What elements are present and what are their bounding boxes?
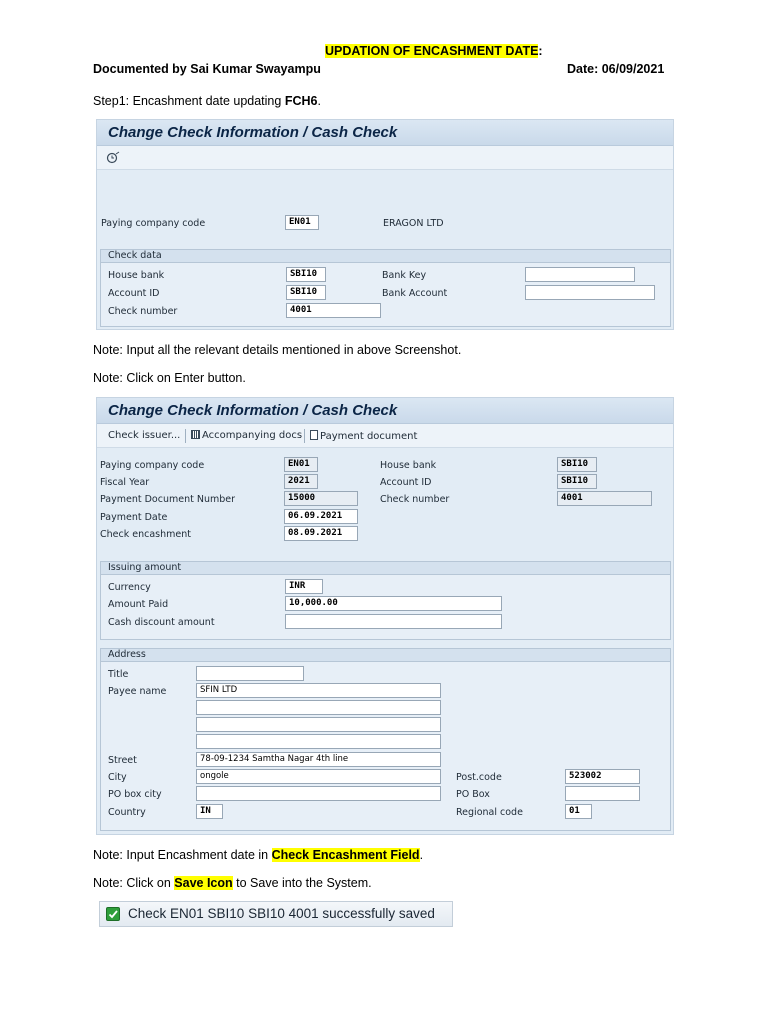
po-box-city-label: PO box city — [108, 789, 162, 800]
documented-by: Documented by Sai Kumar Swayampu — [93, 62, 321, 76]
house-bank-label: House bank — [380, 460, 437, 471]
check-number-field: 4001 — [557, 491, 652, 506]
check-issuer-button[interactable]: Check issuer... — [108, 430, 181, 441]
note-encashment-field — [93, 848, 423, 862]
payment-document-button[interactable] — [310, 430, 417, 442]
city-label: City — [108, 772, 127, 783]
fiscal-year-field: 2021 — [284, 474, 318, 489]
regional-code-label: Regional code — [456, 807, 523, 818]
step1-prefix: Step1: Encashment date updating — [93, 94, 285, 108]
po-box-input[interactable] — [565, 786, 640, 801]
payment-doc-field: 15000 — [284, 491, 358, 506]
check-number-label: Check number — [108, 306, 178, 317]
sap-screen-initial — [96, 119, 674, 330]
payee-name-line4-input[interactable] — [196, 734, 441, 749]
address-group — [100, 648, 671, 831]
amount-paid-label: Amount Paid — [108, 599, 169, 610]
fiscal-year-label: Fiscal Year — [100, 477, 150, 488]
screen2-title: Change Check Information / Cash Check — [108, 402, 398, 419]
accompanying-docs-button[interactable] — [191, 430, 302, 441]
regional-code-input[interactable]: 01 — [565, 804, 592, 819]
cash-discount-input[interactable] — [285, 614, 502, 629]
screen1-toolbar — [97, 146, 673, 170]
amount-paid-input[interactable]: 10,000.00 — [285, 596, 502, 611]
check-data-header — [101, 250, 670, 263]
accompanying-docs-label: Accompanying docs — [202, 430, 303, 441]
note3-suffix: . — [419, 848, 424, 862]
country-input[interactable]: IN — [196, 804, 223, 819]
title-input[interactable] — [196, 666, 304, 681]
house-bank-field: SBI10 — [557, 457, 597, 472]
list-icon — [191, 430, 200, 439]
po-box-city-input[interactable] — [196, 786, 441, 801]
check-data-group — [100, 249, 671, 327]
toolbar-separator — [185, 429, 186, 443]
address-title: Address — [108, 649, 146, 660]
currency-label: Currency — [108, 582, 151, 593]
document-heading — [325, 44, 543, 58]
step1-suffix: . — [317, 94, 321, 108]
screen1-title-bar — [97, 120, 673, 146]
account-id-label: Account ID — [108, 288, 160, 299]
postcode-label: Post.code — [456, 772, 502, 783]
check-data-title: Check data — [108, 250, 162, 261]
payee-name-label: Payee name — [108, 686, 167, 697]
house-bank-label: House bank — [108, 270, 165, 281]
screen2-toolbar — [97, 424, 673, 448]
payment-document-label: Payment document — [320, 431, 418, 442]
note3-prefix: Note: Input Encashment date in — [93, 848, 272, 862]
document-date: Date: 06/09/2021 — [567, 62, 665, 76]
currency-input[interactable]: INR — [285, 579, 323, 594]
issuing-amount-group — [100, 561, 671, 640]
note4-highlight: Save Icon — [174, 876, 233, 890]
account-id-input[interactable]: SBI10 — [286, 285, 326, 300]
check-encashment-input[interactable]: 08.09.2021 — [284, 526, 358, 541]
postcode-input[interactable]: 523002 — [565, 769, 640, 784]
cash-discount-label: Cash discount amount — [108, 617, 215, 628]
bank-key-label: Bank Key — [382, 270, 427, 281]
note4-suffix: to Save into the System. — [232, 876, 372, 890]
screen1-title: Change Check Information / Cash Check — [108, 124, 398, 141]
company-name-text: ERAGON LTD — [383, 218, 444, 229]
heading-suffix: : — [538, 44, 543, 58]
document-icon — [310, 430, 318, 440]
note-input-details: Note: Input all the relevant details mentioned in above Screenshot. — [93, 343, 462, 357]
bank-key-input[interactable] — [525, 267, 635, 282]
heading-text: UPDATION OF ENCASHMENT DATE — [325, 44, 539, 58]
paying-company-label: Paying company code — [101, 218, 206, 229]
success-check-icon — [106, 907, 120, 921]
payment-doc-label: Payment Document Number — [100, 494, 236, 505]
status-message: Check EN01 SBI10 SBI10 4001 successfully saved — [128, 906, 435, 921]
check-number-input[interactable]: 4001 — [286, 303, 381, 318]
city-input[interactable]: ongole — [196, 769, 441, 784]
payee-name-line2-input[interactable] — [196, 700, 441, 715]
title-label: Title — [108, 669, 129, 680]
payment-date-label: Payment Date — [100, 512, 168, 523]
payment-date-input[interactable]: 06.09.2021 — [284, 509, 358, 524]
execute-clock-icon[interactable] — [106, 151, 120, 165]
check-encashment-label: Check encashment — [100, 529, 191, 540]
sap-screen-detail — [96, 397, 674, 835]
house-bank-input[interactable]: SBI10 — [286, 267, 326, 282]
screen2-title-bar — [97, 398, 673, 424]
step1-tcode: FCH6 — [284, 94, 318, 108]
check-number-label: Check number — [380, 494, 450, 505]
step1-text — [93, 94, 321, 108]
issuing-amount-header — [101, 562, 670, 575]
note-save-icon — [93, 876, 372, 890]
bank-account-input[interactable] — [525, 285, 655, 300]
issuing-amount-title: Issuing amount — [108, 562, 182, 573]
address-header — [101, 649, 670, 662]
status-bar — [99, 901, 453, 927]
street-input[interactable]: 78-09-1234 Samtha Nagar 4th line — [196, 752, 441, 767]
country-label: Country — [108, 807, 146, 818]
po-box-label: PO Box — [456, 789, 490, 800]
paying-company-field: EN01 — [284, 457, 318, 472]
note3-highlight: Check Encashment Field — [271, 848, 420, 862]
note4-prefix: Note: Click on — [93, 876, 175, 890]
paying-company-input[interactable]: EN01 — [285, 215, 319, 230]
account-id-label: Account ID — [380, 477, 432, 488]
toolbar-separator — [304, 429, 305, 443]
payee-name-input[interactable]: SFIN LTD — [196, 683, 441, 698]
paying-company-label: Paying company code — [100, 460, 205, 471]
street-label: Street — [108, 755, 137, 766]
bank-account-label: Bank Account — [382, 288, 448, 299]
account-id-field: SBI10 — [557, 474, 597, 489]
payee-name-line3-input[interactable] — [196, 717, 441, 732]
note-click-enter: Note: Click on Enter button. — [93, 371, 246, 385]
